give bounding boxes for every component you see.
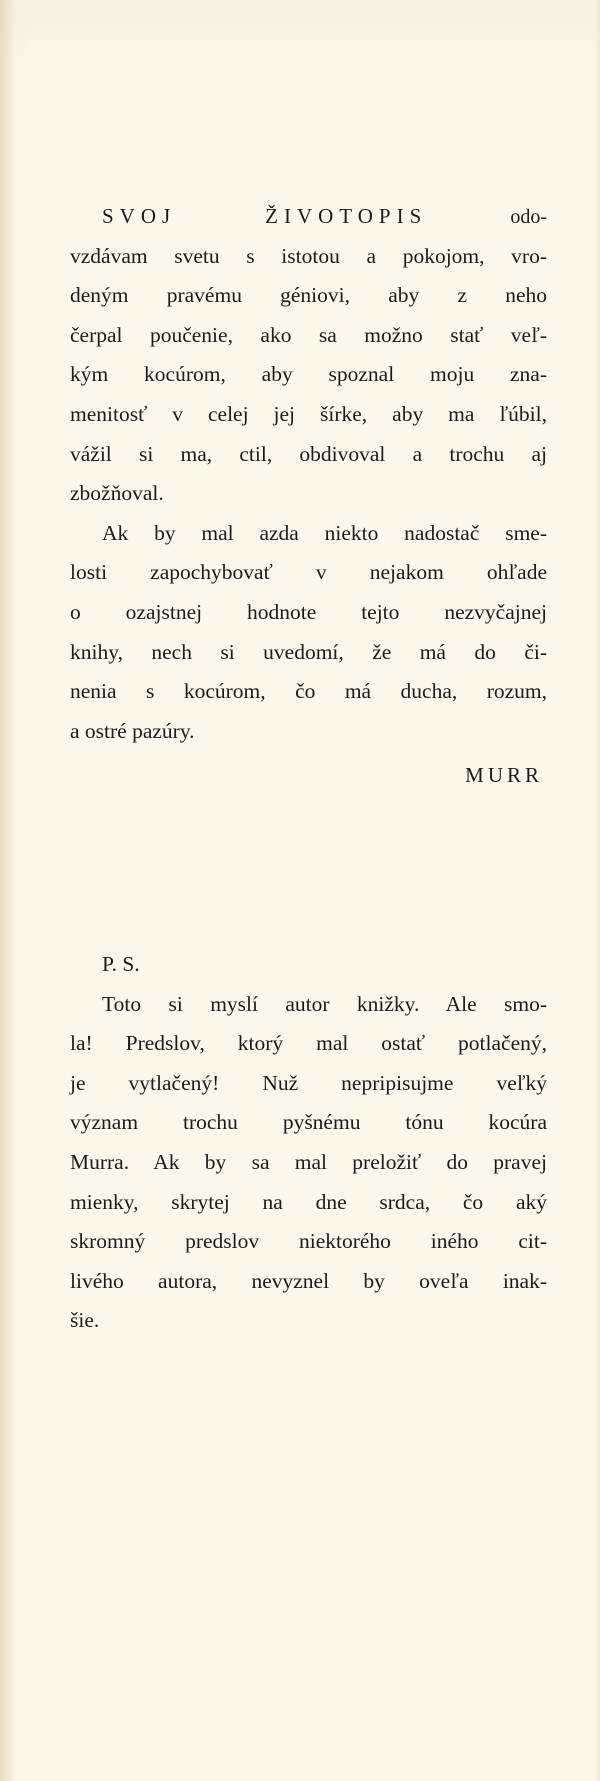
preface-line: zbožňoval. (70, 481, 164, 506)
preface-line: vážil si ma, ctil, obdivoval a trochu aj (70, 441, 547, 466)
postscript-line: la! Predslov, ktorý mal ostať potlačený, (70, 1031, 547, 1056)
postscript-line: význam trochu pyšnému tónu kocúra (70, 1110, 547, 1135)
postscript-line: mienky, skrytej na dne srdca, čo aký (70, 1189, 547, 1214)
preface-line-1: SVOJ ŽIVOTOPIS odo- (102, 204, 547, 228)
preface-line: Ak by mal azda niekto nadostač sme- (102, 520, 547, 545)
postscript-line: Toto si myslí autor knižky. Ale smo- (102, 991, 547, 1016)
preface-line: deným pravému géniovi, aby z neho (70, 283, 547, 308)
preface-line: o ozajstnej hodnote tejto nezvyčajnej (70, 599, 547, 624)
postscript-line: šie. (70, 1308, 100, 1333)
preface-line: kým kocúrom, aby spoznal moju zna- (70, 362, 547, 387)
preface-line: menitosť v celej jej šírke, aby ma ľúbil, (70, 401, 547, 426)
preface-line: čerpal poučenie, ako sa možno stať veľ- (70, 322, 547, 347)
postscript-text (70, 945, 547, 1341)
postscript-line: skromný predslov niektorého iného cit- (70, 1229, 547, 1254)
preface-line: vzdávam svetu s istotou a pokojom, vro- (70, 243, 547, 268)
postscript-line: je vytlačený! Nuž nepripisujme veľký (70, 1070, 547, 1095)
preface-text (70, 197, 547, 796)
postscript-line: Murra. Ak by sa mal preložiť do pravej (70, 1149, 547, 1174)
page-edge-shadow (594, 0, 600, 1781)
preface-line: a ostré pazúry. (70, 718, 195, 743)
preface-line: knihy, nech si uvedomí, že má do či- (70, 639, 547, 664)
signature: MURR (465, 763, 543, 788)
preface-line: losti zapochybovať v nejakom ohľade (70, 560, 547, 585)
postscript-label: P. S. (102, 952, 140, 976)
preface-line: nenia s kocúrom, čo má ducha, rozum, (70, 679, 547, 704)
postscript-line: livého autora, nevyznel by oveľa inak- (70, 1268, 547, 1293)
preface-opening-word: SVOJ ŽIVOTOPIS (102, 204, 428, 228)
